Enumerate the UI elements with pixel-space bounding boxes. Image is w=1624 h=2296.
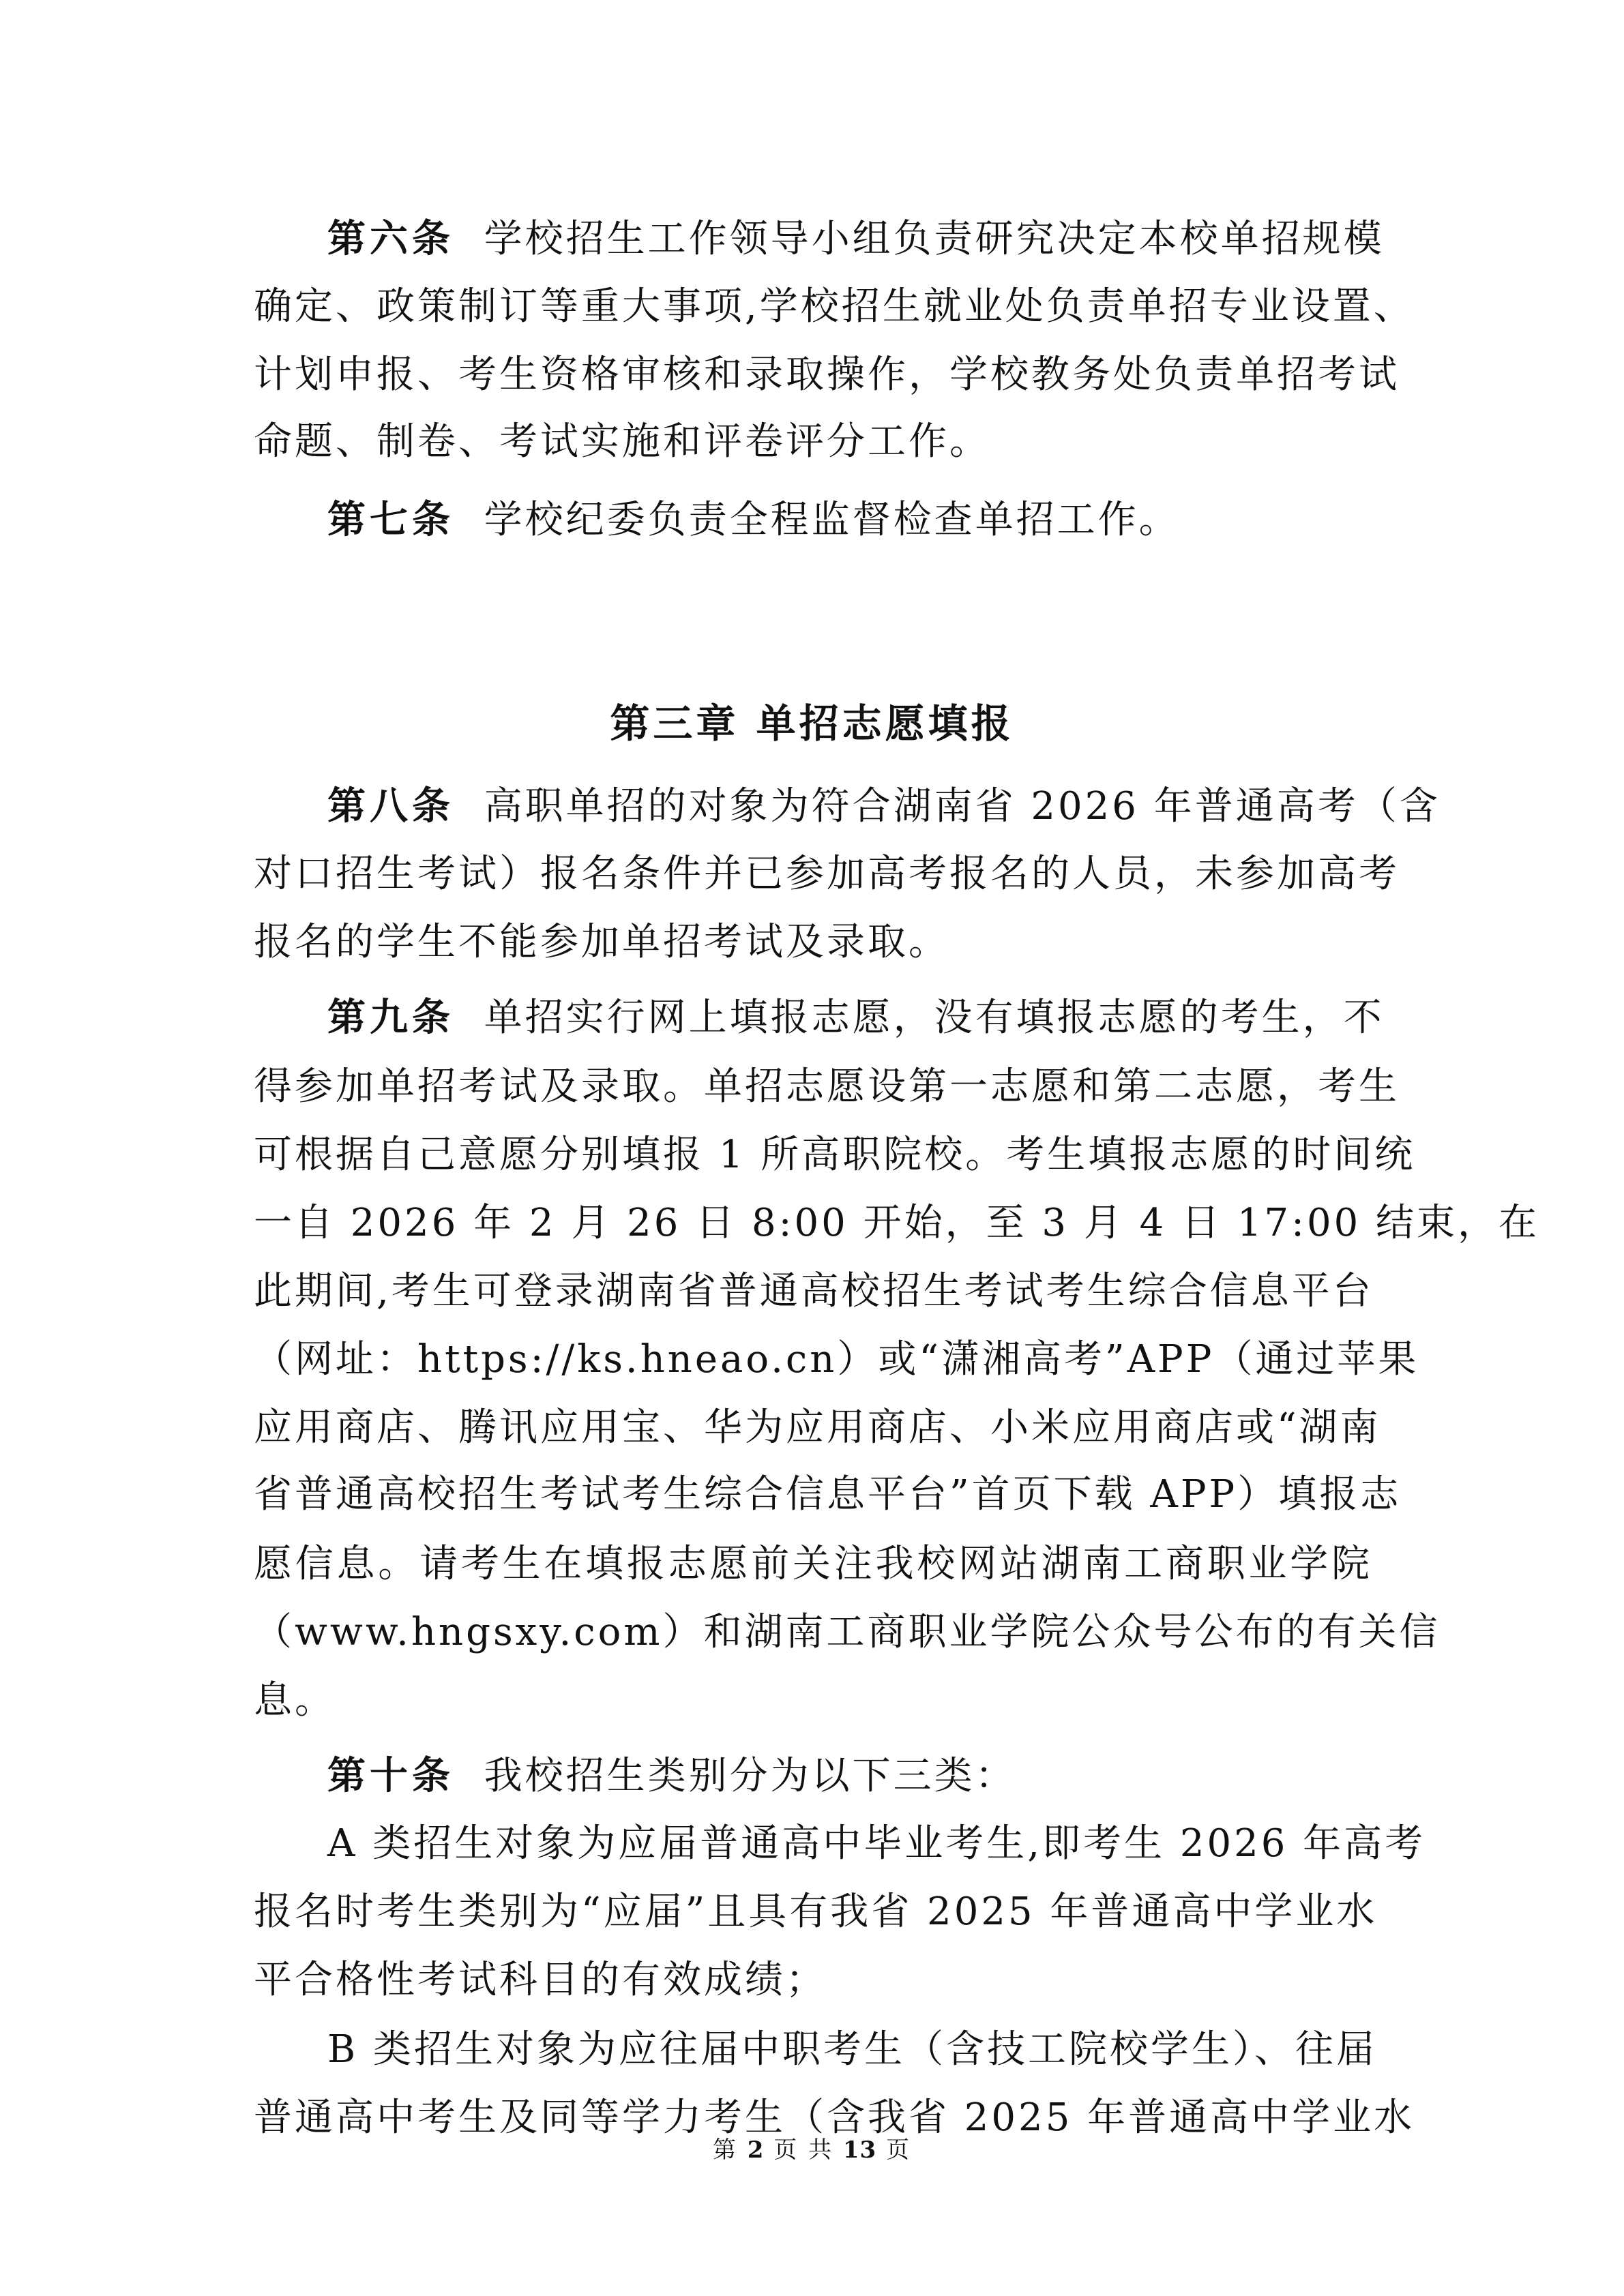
article9-line-8: 省普通高校招生考试考生综合信息平台”首页下载 APP）填报志 <box>254 1472 1402 1517</box>
category-a-line-1: A 类招生对象为应届普通高中毕业考生,即考生 2026 年高考 <box>327 1821 1426 1866</box>
article9-line-4: 一自 2026 年 2 月 26 日 8:00 开始，至 3 月 4 日 17:00 结束，在 <box>254 1201 1540 1245</box>
article10-line-1 <box>327 1754 1372 1798</box>
article8-line-2: 对口招生考试）报名条件并已参加高考报名的人员，未参加高考 <box>254 852 1400 896</box>
article9-label: 第九条 <box>327 995 454 1040</box>
article8-text-1: 高职单招的对象为符合湖南省 2026 年普通高考（含 <box>484 784 1441 829</box>
article9-line-1 <box>327 995 1385 1040</box>
category-a-line-3: 平合格性考试科目的有效成绩； <box>254 1958 827 2002</box>
category-b-line-1: B 类招生对象为应往届中职考生（含技工院校学生）、往届 <box>327 2027 1377 2072</box>
footer-page-current: 2 <box>747 2136 765 2164</box>
article9-line-6: （网址：https://ks.hneao.cn）或“潇湘高考”APP（通过苹果 <box>254 1337 1419 1382</box>
article6-line-3: 计划申报、考生资格审核和录取操作，学校教务处负责单招考试 <box>254 353 1400 397</box>
article6-line-1 <box>327 216 1385 261</box>
article6-text-1: 学校招生工作领导小组负责研究决定本校单招规模 <box>484 217 1385 261</box>
article9-line-2: 得参加单招考试及录取。单招志愿设第一志愿和第二志愿，考生 <box>254 1064 1400 1109</box>
page-footer <box>0 2136 1624 2164</box>
article10-label: 第十条 <box>327 1753 454 1798</box>
category-a-line-2: 报名时考生类别为“应届”且具有我省 2025 年普通高中学业水 <box>254 1890 1378 1934</box>
article9-line-11: 息。 <box>254 1678 336 1723</box>
article9-line-5: 此期间,考生可登录湖南省普通高校招生考试考生综合信息平台 <box>254 1269 1374 1313</box>
article8-line-1 <box>327 784 1441 829</box>
article9-line-9: 愿信息。请考生在填报志愿前关注我校网站湖南工商职业学院 <box>254 1542 1372 1586</box>
article9-line-10: （www.hngsxy.com）和湖南工商职业学院公众号公布的有关信 <box>254 1610 1441 1654</box>
article9-line-7: 应用商店、腾讯应用宝、华为应用商店、小米应用商店或“湖南 <box>254 1405 1381 1450</box>
footer-page-total: 13 <box>842 2136 877 2164</box>
footer-prefix: 第 <box>712 2136 738 2164</box>
chapter-title: 第三章 单招志愿填报 <box>610 700 1014 747</box>
footer-middle: 页 共 <box>773 2136 834 2164</box>
article10-text-1: 我校招生类别分为以下三类： <box>484 1754 1016 1798</box>
article7-line-1 <box>327 498 1372 542</box>
article9-text-1: 单招实行网上填报志愿，没有填报志愿的考生，不 <box>484 996 1385 1040</box>
article7-text-1: 学校纪委负责全程监督检查单招工作。 <box>484 498 1180 542</box>
article6-line-4: 命题、制卷、考试实施和评卷评分工作。 <box>254 419 990 464</box>
article8-label: 第八条 <box>327 784 454 829</box>
article8-line-3: 报名的学生不能参加单招考试及录取。 <box>254 920 949 964</box>
article7-label: 第七条 <box>327 497 454 542</box>
footer-suffix: 页 <box>886 2136 912 2164</box>
article6-line-2: 确定、政策制订等重大事项,学校招生就业处负责单招专业设置、 <box>254 284 1415 329</box>
category-b-line-2: 普通高中考生及同等学力考生（含我省 2025 年普通高中学业水 <box>254 2096 1415 2140</box>
article6-label: 第六条 <box>327 216 454 261</box>
article9-line-3: 可根据自己意愿分别填报 1 所高职院校。考生填报志愿的时间统 <box>254 1133 1416 1177</box>
